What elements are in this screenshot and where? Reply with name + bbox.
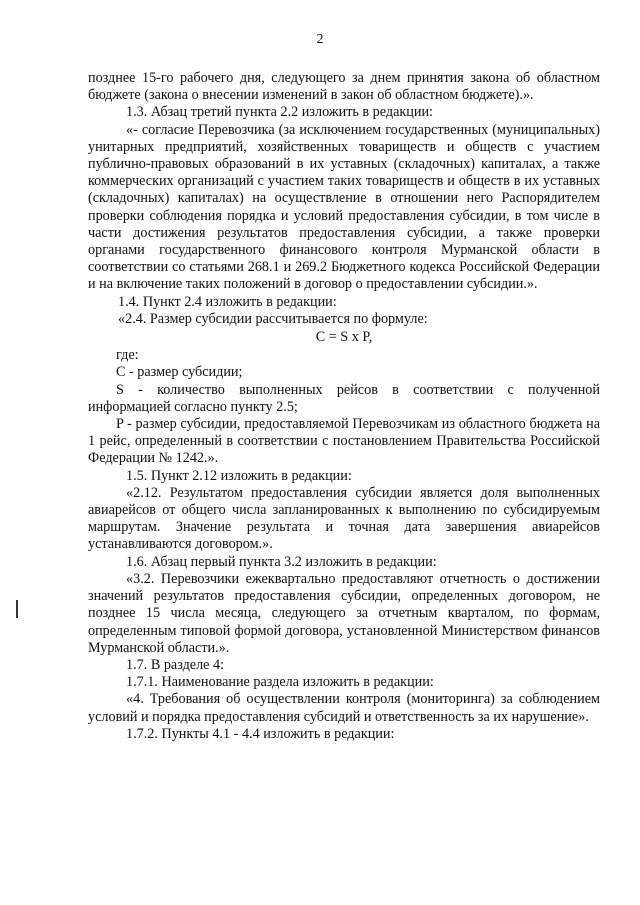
paragraph: «3.2. Перевозчики ежеквартально предоставляют отчетность о достижении значений результатов предоставления субсидии, определенных договором, не позднее 15 числа месяца, следующего за отчетным кварталом, по формам, определенным типовой формой договора, установленной Министерством финансов Мурманской области.». [88,570,600,656]
document-body [88,70,600,743]
paragraph: «- согласие Перевозчика (за исключением государственных (муниципальных) унитарных предприятий, хозяйственных товариществ и обществ с участием публично-правовых образований в их уставных (складочных) капиталах, а также коммерческих организаций с участием таких товариществ и обществ в их уставных (складочных) капиталах) на осуществление в отношении него Распорядителем проверки соблюдения порядка и условий предоставления субсидии, в том числе в части достижения результатов предоставления субсидии, а также проверки органами государственного финансового контроля Мурманской области в соответствии со статьями 268.1 и 269.2 Бюджетного кодекса Российской Федерации и на включение таких положений в договор о предоставлении субсидии.». [88,121,600,293]
paragraph: 1.5. Пункт 2.12 изложить в редакции: [126,467,352,484]
paragraph: 1.7.1. Наименование раздела изложить в редакции: [126,674,434,691]
paragraph: позднее 15-го рабочего дня, следующего за днем принятия закона об областном бюджете (закона о внесении изменений в закон об областном бюджете).». [88,70,600,104]
formula: C = S x P, [315,329,373,346]
paragraph: 1.4. Пункт 2.4 изложить в редакции: [118,293,337,310]
paragraph: 1.7. В разделе 4: [126,656,225,673]
paragraph: где: [116,347,139,364]
paragraph: «2.12. Результатом предоставления субсидии является доля выполненных авиарейсов от общего числа запланированных к выполнению по субсидируемым маршрутам. Значение результата и точная дата завершения авиарейсов устанавливаются договором.». [88,484,600,553]
page-number: 2 [316,32,324,47]
paragraph: 1.7.2. Пункты 4.1 - 4.4 изложить в редакции: [126,725,395,742]
paragraph: S - количество выполненных рейсов в соответствии с полученной информацией согласно пункту 2.5; [88,381,600,415]
paragraph: C - размер субсидии; [116,364,243,381]
paragraph: P - размер субсидии, предоставляемой Перевозчикам из областного бюджета на 1 рейс, определенный в соответствии с постановлением Правительства Российской Федерации № 1242.». [88,416,600,467]
paragraph: 1.6. Абзац первый пункта 3.2 изложить в редакции: [126,553,437,570]
paragraph: «2.4. Размер субсидии рассчитывается по формуле: [118,310,428,327]
margin-mark [16,600,18,618]
paragraph: «4. Требования об осуществлении контроля (мониторинга) за соблюдением условий и порядка предоставления субсидий и ответственность за их нарушение». [88,691,600,725]
paragraph: 1.3. Абзац третий пункта 2.2 изложить в редакции: [126,104,433,121]
